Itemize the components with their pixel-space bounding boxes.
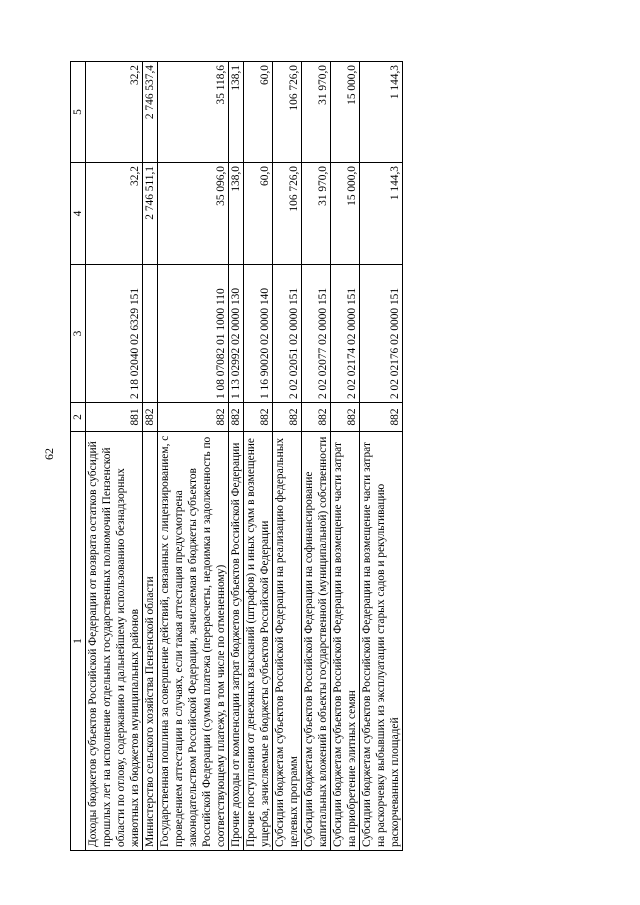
row-value-5: 106 726,0	[273, 62, 302, 163]
row-name: Прочие поступления от денежных взысканий (штрафов) и иных сумм в возмещение ущерба, зачисляемые в бюджеты субъектов Российской Федерации	[244, 432, 273, 851]
table-row	[244, 62, 273, 851]
budget-revenue-table	[70, 61, 403, 851]
row-name: Субсидии бюджетам субъектов Российской Федерации на реализацию федеральных целевых программ	[273, 432, 302, 851]
row-value-5: 32,2	[86, 62, 143, 163]
row-budget-code: 1 08 07082 01 1000 110	[158, 265, 229, 403]
row-value-4: 106 726,0	[273, 163, 302, 265]
row-budget-code: 2 18 02040 02 6329 151	[86, 265, 143, 403]
row-value-5: 138,1	[229, 62, 244, 163]
row-admin-code: 882	[302, 403, 331, 432]
table-row	[302, 62, 331, 851]
budget-table-container	[70, 62, 536, 851]
row-admin-code: 882	[360, 403, 403, 432]
row-value-4: 35 096,0	[158, 163, 229, 265]
row-value-5: 2 746 537,4	[143, 62, 158, 163]
row-value-5: 31 970,0	[302, 62, 331, 163]
table-row	[360, 62, 403, 851]
row-value-4: 60,0	[244, 163, 273, 265]
row-name: Субсидии бюджетам субъектов Российской Федерации на возмещение части затрат на раскорчевку выбывших из эксплуатации старых садов и рекультивацию раскорчеванных площадей	[360, 432, 403, 851]
header-col-2: 2	[71, 403, 86, 432]
row-admin-code: 882	[273, 403, 302, 432]
table-row	[331, 62, 360, 851]
row-name: Прочие доходы от компенсации затрат бюджетов субъектов Российской Федерации	[229, 432, 244, 851]
header-col-5: 5	[71, 62, 86, 163]
row-value-4: 31 970,0	[302, 163, 331, 265]
table-header-row	[71, 62, 86, 851]
row-admin-code: 881	[86, 403, 143, 432]
row-value-4: 2 746 511,1	[143, 163, 158, 265]
header-col-1: 1	[71, 432, 86, 851]
row-value-5: 15 000,0	[331, 62, 360, 163]
row-name: Доходы бюджетов субъектов Российской Федерации от возврата остатков субсидий прошлых лет на исполнение отдельных государственных полномочий Пензенской области по отлову, содержанию и дальнейшему использованию безнадзорных животных из бюджетов муниципальных районов	[86, 432, 143, 851]
row-admin-code: 882	[143, 403, 158, 432]
row-budget-code: 2 02 02051 02 0000 151	[273, 265, 302, 403]
row-admin-code: 882	[331, 403, 360, 432]
row-budget-code: 1 16 90020 02 0000 140	[244, 265, 273, 403]
row-admin-code: 882	[244, 403, 273, 432]
row-name: Министерство сельского хозяйства Пензенской области	[143, 432, 158, 851]
row-value-5: 1 144,3	[360, 62, 403, 163]
row-value-4: 1 144,3	[360, 163, 403, 265]
table-row	[229, 62, 244, 851]
row-budget-code: 1 13 02992 02 0000 130	[229, 265, 244, 403]
row-name: Субсидии бюджетам субъектов Российской Федерации на софинансирование капитальных вложений в объекты государственной (муниципальной) собственности	[302, 432, 331, 851]
page-number: 62	[42, 448, 56, 460]
row-budget-code: 2 02 02077 02 0000 151	[302, 265, 331, 403]
row-budget-code: 2 02 02176 02 0000 151	[360, 265, 403, 403]
row-value-5: 35 118,6	[158, 62, 229, 163]
row-value-5: 60,0	[244, 62, 273, 163]
table-row	[158, 62, 229, 851]
table-row	[86, 62, 143, 851]
header-col-3: 3	[71, 265, 86, 403]
row-value-4: 15 000,0	[331, 163, 360, 265]
table-row	[273, 62, 302, 851]
row-budget-code	[143, 265, 158, 403]
row-admin-code: 882	[229, 403, 244, 432]
header-col-4: 4	[71, 163, 86, 265]
row-name: Субсидии бюджетам субъектов Российской Федерации на возмещение части затрат на приобретение элитных семян	[331, 432, 360, 851]
row-value-4: 32,2	[86, 163, 143, 265]
row-name: Государственная пошлина за совершение действий, связанных с лицензированием, с проведением аттестации в случаях, если такая аттестация предусмотрена законодательством Российской Федерации, зачисляемая в бюджеты субъектов Российской Федерации (сумма платежа (перерасчеты, недоимка и задолженность по соответствующему платежу, в том числе по отмененному)	[158, 432, 229, 851]
table-row	[143, 62, 158, 851]
row-value-4: 138,0	[229, 163, 244, 265]
row-budget-code: 2 02 02174 02 0000 151	[331, 265, 360, 403]
row-admin-code: 882	[158, 403, 229, 432]
